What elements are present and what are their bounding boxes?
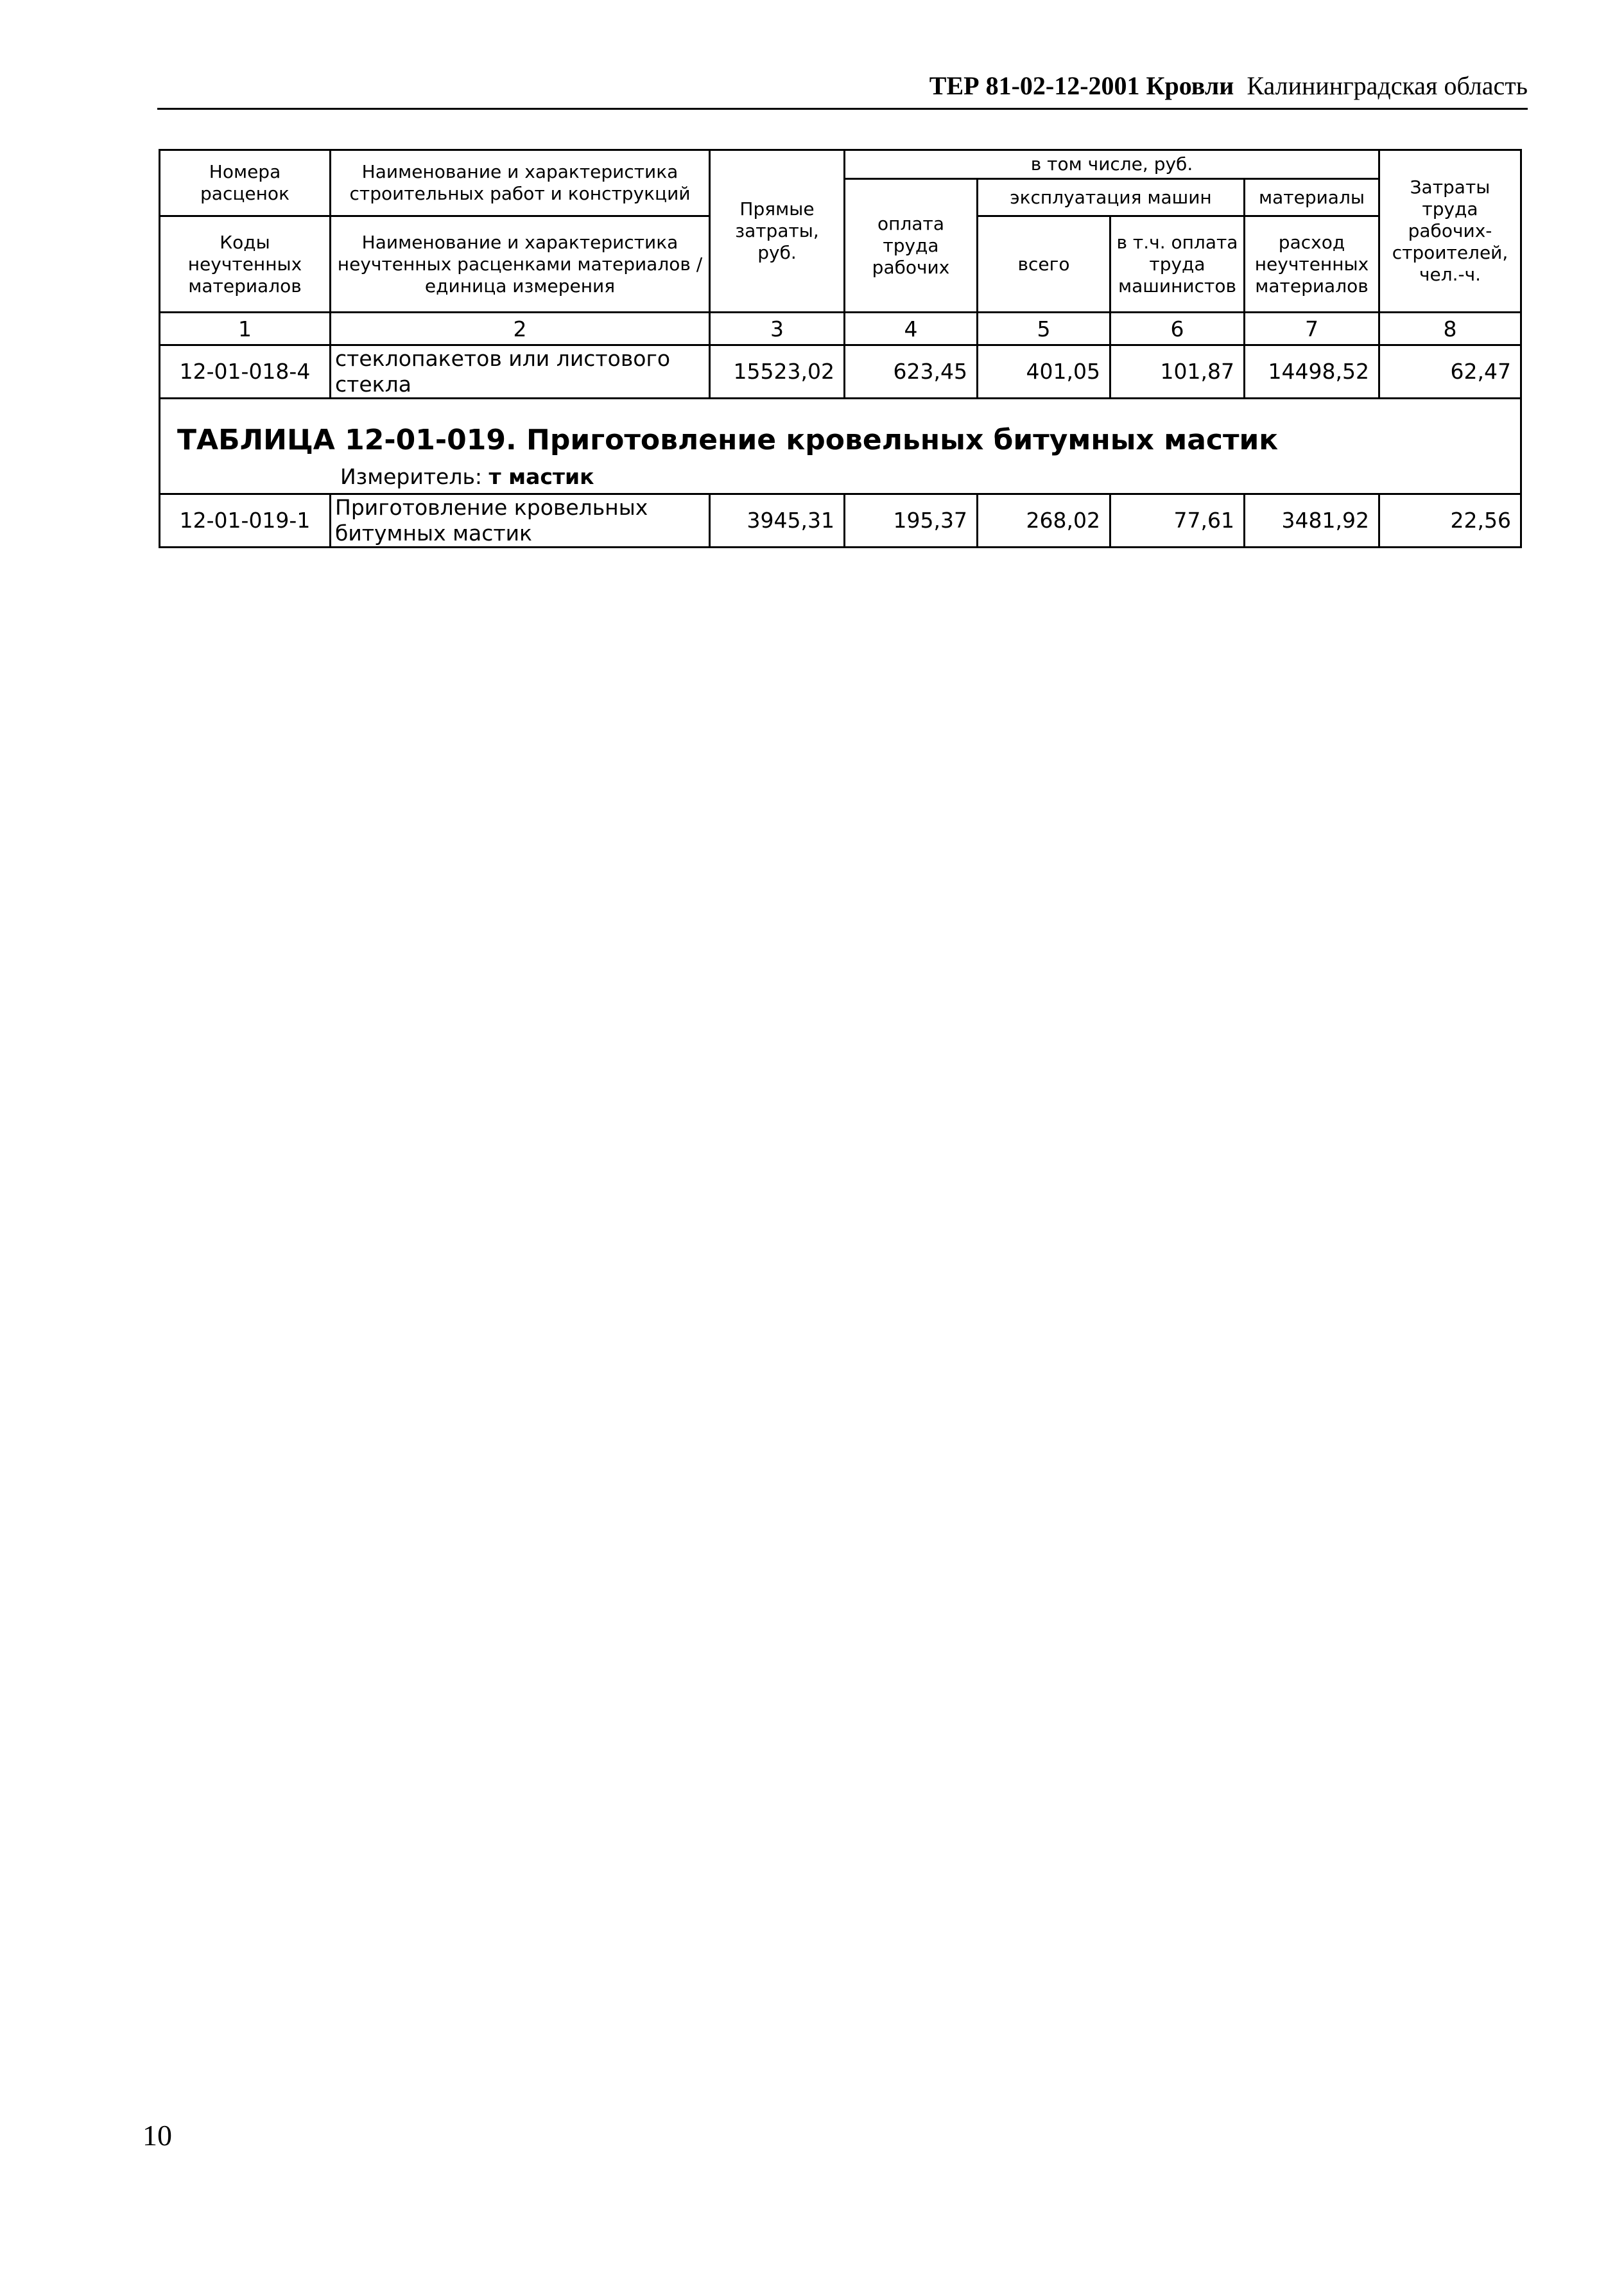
labor-hours-value: 22,56 — [1379, 494, 1521, 548]
header-unaccounted-names: Наименование и характеристика неучтенных расценками материалов / единица измерения — [331, 216, 710, 313]
rate-code: 12-01-018-4 — [160, 345, 331, 399]
section-title: ТАБЛИЦА 12-01-019. Приготовление кровельных битумных мастик — [177, 424, 1279, 456]
direct-costs-value: 3945,31 — [710, 494, 845, 548]
machine-total-value: 401,05 — [978, 345, 1110, 399]
rates-table — [159, 149, 1522, 548]
document-region: Калининградская область — [1247, 71, 1528, 100]
table-row — [160, 345, 1521, 399]
column-number: 1 — [160, 313, 331, 345]
header-unaccounted-codes: Коды неучтенных материалов — [160, 216, 331, 313]
column-number: 8 — [1379, 313, 1521, 345]
column-number: 2 — [331, 313, 710, 345]
rate-name: стеклопакетов или листового стекла — [331, 345, 710, 399]
unit-label: Измеритель: — [340, 464, 483, 489]
header-materials: материалы — [1245, 179, 1379, 216]
header-labor-hours — [1379, 150, 1521, 313]
materials-value: 14498,52 — [1245, 345, 1379, 399]
header-including: в том числе, руб. — [845, 150, 1379, 179]
table-row — [160, 494, 1521, 548]
column-number: 5 — [978, 313, 1110, 345]
worker-pay-value: 623,45 — [845, 345, 978, 399]
header-machinist-pay: в т.ч. оплата труда машинистов — [1110, 216, 1245, 313]
header-worker-pay: оплата труда рабочих — [845, 179, 978, 313]
page-header — [157, 69, 1528, 110]
unit-value: т мастик — [488, 464, 594, 489]
header-unaccounted-materials: расход неучтенных материалов — [1245, 216, 1379, 313]
materials-value: 3481,92 — [1245, 494, 1379, 548]
section-header — [160, 399, 1521, 494]
document-code: ТЕР 81-02-12-2001 Кровли — [929, 71, 1234, 100]
header-labor-hours-text: Затраты труда рабочих-строителей, — [1392, 177, 1508, 263]
rate-code: 12-01-019-1 — [160, 494, 331, 548]
labor-hours-value: 62,47 — [1379, 345, 1521, 399]
section-unit — [160, 460, 1520, 493]
column-number: 3 — [710, 313, 845, 345]
header-rate-numbers: Номера расценок — [160, 150, 331, 216]
column-number: 7 — [1245, 313, 1379, 345]
page-number: 10 — [143, 2119, 172, 2152]
header-labor-hours-unit: чел.-ч. — [1419, 264, 1481, 285]
machine-total-value: 268,02 — [978, 494, 1110, 548]
machinist-pay-value: 101,87 — [1110, 345, 1245, 399]
column-number: 6 — [1110, 313, 1245, 345]
direct-costs-value: 15523,02 — [710, 345, 845, 399]
column-number: 4 — [845, 313, 978, 345]
header-direct-costs: Прямые затраты, руб. — [710, 150, 845, 313]
header-machine-total: всего — [978, 216, 1110, 313]
header-work-name: Наименование и характеристика строительных работ и конструкций — [331, 150, 710, 216]
worker-pay-value: 195,37 — [845, 494, 978, 548]
machinist-pay-value: 77,61 — [1110, 494, 1245, 548]
header-machine-operation: эксплуатация машин — [978, 179, 1245, 216]
rate-name: Приготовление кровельных битумных мастик — [331, 494, 710, 548]
